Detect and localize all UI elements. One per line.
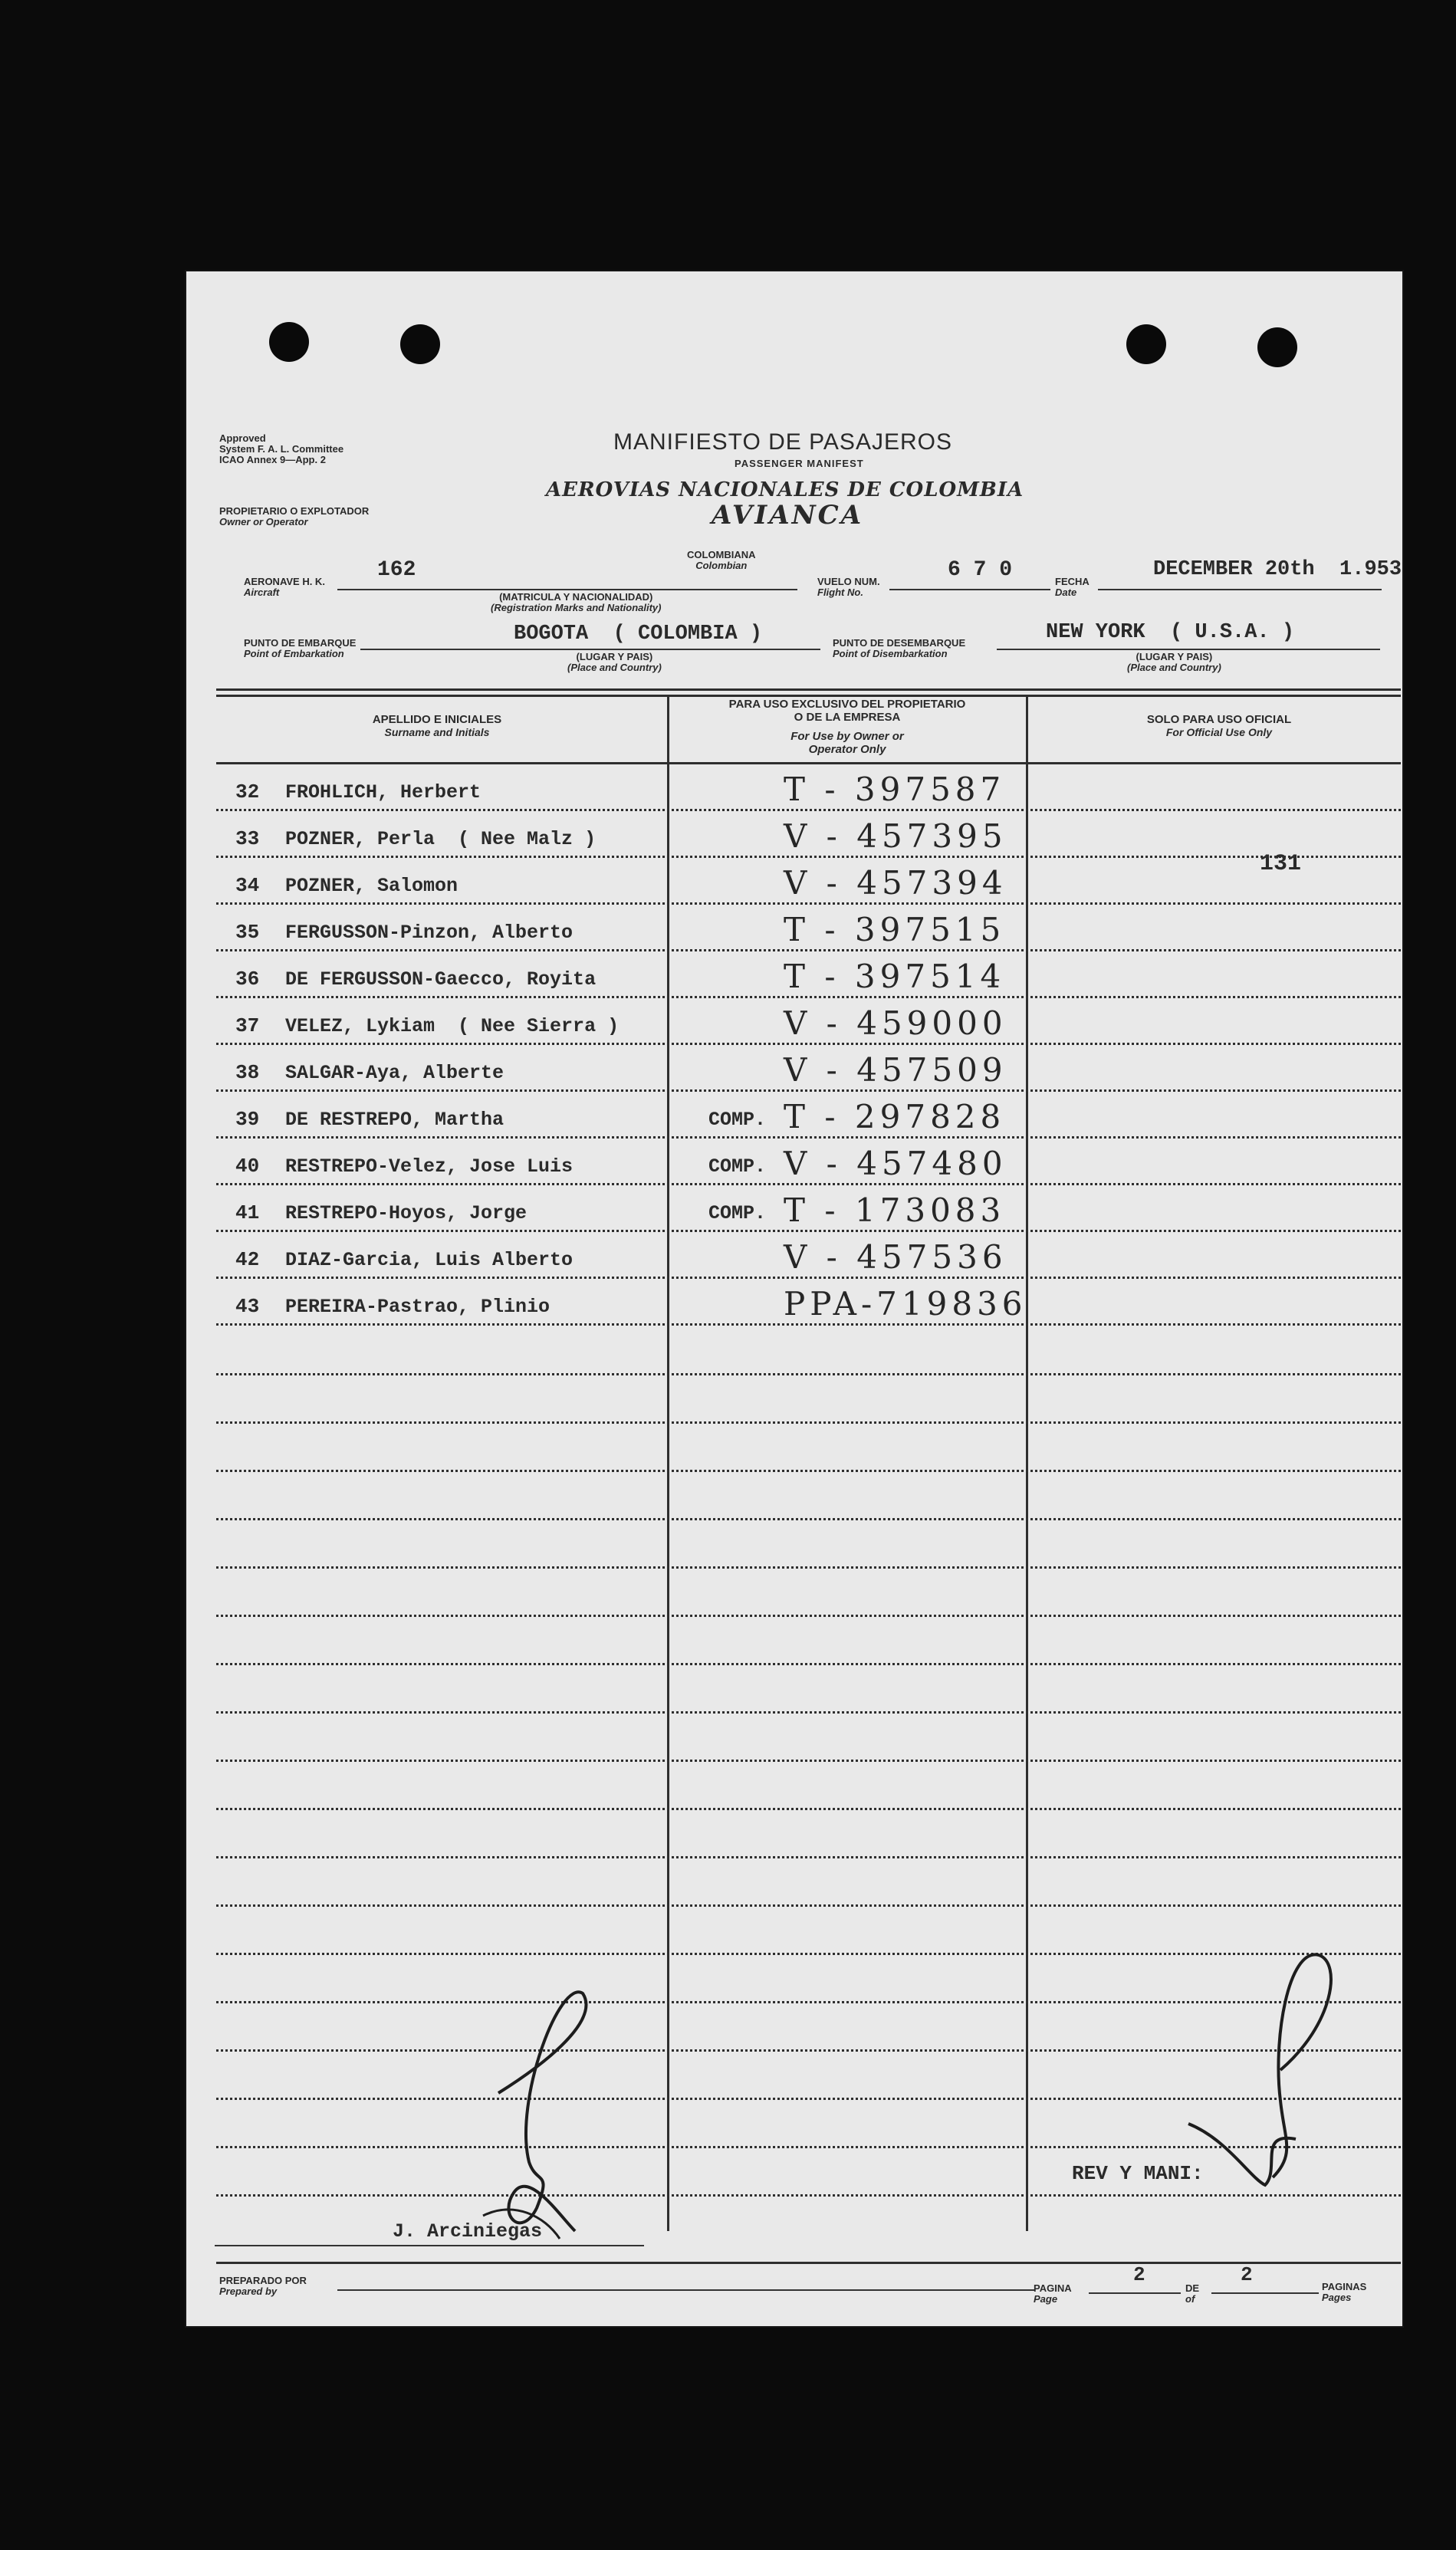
- pages-label-en: Pages: [1322, 2292, 1352, 2303]
- passenger-number: 42: [235, 1248, 260, 1271]
- column-header-name: [330, 713, 544, 739]
- passenger-name: FERGUSSON-Pinzon, Alberto: [285, 922, 574, 944]
- table-row: [216, 1138, 1401, 1185]
- column-header-official-es: SOLO PARA USO OFICIAL: [1146, 713, 1292, 726]
- column-header-owner: [682, 698, 1012, 756]
- embark-sub: [567, 652, 662, 673]
- table-row: [216, 1278, 1401, 1326]
- owner-label: [219, 506, 369, 527]
- disembark-value: NEW YORK ( U.S.A. ): [1046, 621, 1295, 644]
- flight-label: [817, 577, 880, 598]
- blank-row-line: [216, 1856, 1401, 1858]
- passenger-name: RESTREPO-Velez, Jose Luis: [285, 1155, 574, 1178]
- date-label: [1055, 577, 1090, 598]
- disembark-sub-en: (Place and Country): [1127, 662, 1221, 673]
- approval-line: ICAO Annex 9—App. 2: [219, 454, 326, 465]
- owner-label-es: PROPIETARIO O EXPLOTADOR: [219, 505, 370, 517]
- column-header-name-es: APELLIDO E INICIALES: [372, 713, 502, 726]
- approval-line: System F. A. L. Committee: [219, 443, 344, 455]
- footer-rule: [216, 2262, 1401, 2264]
- passenger-number: 40: [235, 1155, 260, 1178]
- nationality: [687, 550, 756, 571]
- nationality-en: Colombian: [695, 560, 748, 571]
- passenger-number: 34: [235, 874, 260, 897]
- passenger-number: 38: [235, 1061, 260, 1084]
- passenger-name: SALGAR-Aya, Alberte: [285, 1062, 505, 1084]
- preparer-name: J. Arciniegas: [393, 2220, 543, 2243]
- column-header-owner-en: For Use by Owner or: [790, 730, 904, 743]
- flight-number: 6 7 0: [948, 558, 1013, 582]
- column-header-owner-line: O DE LA EMPRESA: [794, 711, 901, 724]
- compensation-mark: COMP.: [708, 1155, 767, 1178]
- passenger-name: RESTREPO-Hoyos, Jorge: [285, 1202, 528, 1224]
- table-row: [216, 764, 1401, 811]
- punch-hole: [1257, 327, 1297, 367]
- disembark-sub: [1127, 652, 1221, 673]
- flight-label-es: VUELO NUM.: [817, 576, 880, 587]
- ticket-number: V - 459000: [784, 1004, 1007, 1042]
- passenger-number: 41: [235, 1201, 260, 1224]
- passenger-number: 43: [235, 1295, 260, 1318]
- approval-note: [219, 433, 343, 465]
- blank-row-line: [216, 1663, 1401, 1665]
- prepared-by-underline: [337, 2289, 1035, 2291]
- page-label-es: PAGINA: [1034, 2282, 1072, 2294]
- preparer-underline: [215, 2245, 644, 2246]
- prepared-by-label-es: PREPARADO POR: [219, 2275, 307, 2286]
- of-label: [1185, 2283, 1199, 2305]
- table-row: [216, 857, 1401, 905]
- aircraft-number: 162: [377, 558, 416, 582]
- aircraft-underline: [337, 589, 797, 590]
- passenger-name: PEREIRA-Pastrao, Plinio: [285, 1296, 551, 1318]
- registration-label-es: (MATRICULA Y NACIONALIDAD): [499, 591, 653, 603]
- registration-label-en: (Registration Marks and Nationality): [491, 602, 662, 613]
- registration-label: [491, 592, 661, 613]
- ticket-number: T - 173083: [784, 1191, 1006, 1229]
- blank-row-line: [216, 1470, 1401, 1472]
- blank-row-line: [216, 1904, 1401, 1907]
- ticket-number: T - 397587: [784, 771, 1006, 808]
- table-row: [216, 904, 1401, 951]
- embark-value: BOGOTA ( COLOMBIA ): [514, 623, 763, 646]
- date-label-en: Date: [1055, 587, 1077, 598]
- blank-row-line: [216, 1711, 1401, 1714]
- disembark-sub-es: (LUGAR Y PAIS): [1136, 651, 1213, 662]
- blank-row-line: [216, 1421, 1401, 1424]
- page-label-en: Page: [1034, 2293, 1058, 2305]
- table-row: [216, 1231, 1401, 1279]
- blank-row-line: [216, 1373, 1401, 1375]
- passenger-name: DIAZ-Garcia, Luis Alberto: [285, 1249, 574, 1271]
- passenger-number: 33: [235, 827, 260, 850]
- table-top-rule: [216, 688, 1401, 691]
- passenger-number: 36: [235, 968, 260, 991]
- compensation-mark: COMP.: [708, 1109, 767, 1131]
- date-label-es: FECHA: [1055, 576, 1090, 587]
- owner-label-en: Owner or Operator: [219, 516, 308, 527]
- signature-right: [1181, 1947, 1349, 2200]
- ticket-number: V - 457536: [784, 1238, 1007, 1276]
- prepared-by-label-en: Prepared by: [219, 2285, 278, 2297]
- table-row: [216, 1091, 1401, 1139]
- pages-label: [1322, 2282, 1366, 2303]
- ticket-number: V - 457480: [784, 1145, 1007, 1182]
- punch-hole: [269, 322, 309, 362]
- of-label-es: DE: [1185, 2282, 1200, 2294]
- page-number: 2: [1133, 2263, 1145, 2286]
- table-row: [216, 997, 1401, 1045]
- passenger-name: POZNER, Perla ( Nee Malz ): [285, 828, 597, 850]
- passenger-name: VELEZ, Lykiam ( Nee Sierra ): [285, 1015, 620, 1037]
- column-header-official-en: For Official Use Only: [1165, 726, 1273, 738]
- page-underline: [1089, 2292, 1181, 2294]
- page-label: [1034, 2283, 1072, 2305]
- passenger-name: POZNER, Salomon: [285, 875, 458, 897]
- table-row: [216, 951, 1401, 998]
- passenger-name: DE FERGUSSON-Gaecco, Royita: [285, 968, 597, 991]
- pages-label-es: PAGINAS: [1322, 2281, 1367, 2292]
- airline-name: AEROVIAS NACIONALES DE COLOMBIA: [546, 478, 1024, 501]
- blank-row-line: [216, 1808, 1401, 1810]
- passenger-name: FROHLICH, Herbert: [285, 781, 481, 803]
- embark-label: [244, 638, 356, 659]
- airline-brand: AVIANCA: [712, 500, 864, 531]
- ticket-number: PPA-719836: [784, 1285, 1027, 1323]
- page-title: MANIFIESTO DE PASAJEROS: [613, 429, 952, 455]
- ticket-number: T - 297828: [784, 1098, 1006, 1135]
- passenger-number: 37: [235, 1014, 260, 1037]
- column-header-name-en: Surname and Initials: [384, 726, 490, 738]
- date-underline: [1098, 589, 1382, 590]
- page-subtitle: PASSENGER MANIFEST: [735, 458, 864, 469]
- blank-row-line: [216, 1566, 1401, 1569]
- table-top-rule: [216, 695, 1401, 697]
- disembark-underline: [997, 649, 1380, 650]
- aircraft-label-es: AERONAVE H. K.: [244, 576, 325, 587]
- prepared-by-label: [219, 2276, 307, 2297]
- embark-sub-es: (LUGAR Y PAIS): [576, 651, 653, 662]
- row-line: [216, 1323, 1401, 1326]
- passenger-name: DE RESTREPO, Martha: [285, 1109, 505, 1131]
- column-header-owner-en: Operator Only: [808, 743, 886, 756]
- blank-row-line: [216, 1760, 1401, 1762]
- table-row: [216, 1044, 1401, 1092]
- ticket-number: T - 397515: [784, 911, 1006, 948]
- table-row: [216, 1185, 1401, 1232]
- flight-label-en: Flight No.: [817, 587, 863, 598]
- passenger-number: 39: [235, 1108, 260, 1131]
- blank-row-line: [216, 1518, 1401, 1520]
- official-note: 131: [1260, 851, 1302, 877]
- approval-line: Approved: [219, 432, 266, 444]
- embark-label-es: PUNTO DE EMBARQUE: [244, 637, 357, 649]
- embark-label-en: Point of Embarkation: [244, 648, 344, 659]
- aircraft-label-en: Aircraft: [244, 587, 280, 598]
- ticket-number: V - 457394: [784, 864, 1007, 902]
- column-header-owner-line: PARA USO EXCLUSIVO DEL PROPIETARIO: [728, 698, 966, 711]
- disembark-label-en: Point of Disembarkation: [833, 648, 948, 659]
- ticket-number: V - 457395: [784, 817, 1007, 855]
- embark-underline: [360, 649, 820, 650]
- passenger-number: 32: [235, 780, 260, 803]
- total-underline: [1211, 2292, 1319, 2294]
- punch-hole: [400, 324, 440, 364]
- flight-date: DECEMBER 20th 1.953: [1153, 558, 1402, 581]
- column-header-official: [1058, 713, 1380, 739]
- disembark-label: [833, 638, 965, 659]
- passenger-number: 35: [235, 921, 260, 944]
- embark-sub-en: (Place and Country): [567, 662, 662, 673]
- punch-hole: [1126, 324, 1166, 364]
- aircraft-label: [244, 577, 325, 598]
- blank-row-line: [216, 1615, 1401, 1617]
- disembark-label-es: PUNTO DE DESEMBARQUE: [833, 637, 966, 649]
- compensation-mark: COMP.: [708, 1202, 767, 1224]
- table-row: [216, 810, 1401, 858]
- ticket-number: T - 397514: [784, 958, 1006, 995]
- of-label-en: of: [1185, 2293, 1195, 2305]
- nationality-es: COLOMBIANA: [687, 549, 756, 560]
- ticket-number: V - 457509: [784, 1051, 1007, 1089]
- revision-label: REV Y MANI:: [1072, 2162, 1204, 2185]
- page-total: 2: [1241, 2263, 1253, 2286]
- flight-underline: [889, 589, 1050, 590]
